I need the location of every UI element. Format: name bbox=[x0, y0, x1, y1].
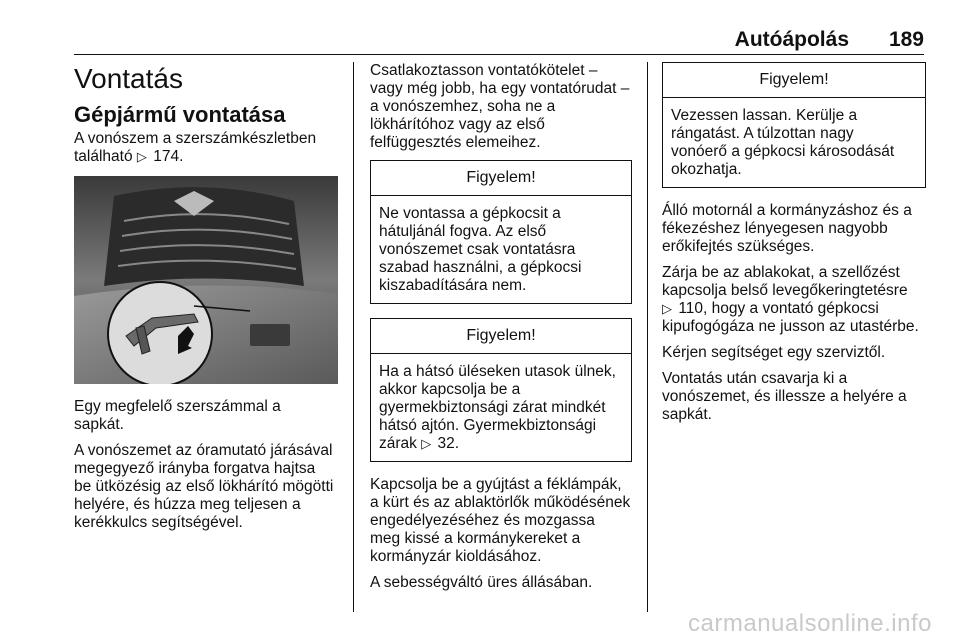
warning-body bbox=[371, 354, 631, 461]
paragraph-7-reference[interactable]: 110, hogy a vontató gépkocsi kipufogógáza ne jusson az utastérbe. bbox=[662, 300, 919, 335]
paragraph-4: Kapcsolja be a gyújtást a féklámpák, a kürt és az ablaktörlők működésének engedélyezéséhez és mozgassa meg kissé a kormánykereket a kormányzár kioldásához. bbox=[370, 476, 631, 565]
paragraph-1: Egy megfelelő szerszámmal a sapkát. bbox=[74, 398, 281, 433]
column-divider-2 bbox=[647, 62, 648, 612]
page-reference-arrow-icon: ▷ bbox=[136, 149, 147, 164]
page-title: Vontatás bbox=[74, 63, 183, 94]
warning-title: Figyelem! bbox=[371, 161, 631, 196]
intro-paragraph bbox=[74, 130, 342, 166]
section-title: Autóápolás bbox=[734, 28, 849, 51]
warning-box-2 bbox=[370, 318, 632, 462]
paragraph-9: Vontatás után csavarja ki a vonószemet, és illessze a helyére a sapkát. bbox=[662, 370, 907, 423]
watermark: carmanualsonline.info bbox=[688, 610, 932, 637]
paragraph-2: A vonószemet az óramutató járásával megegyező irányba forgatva hajtsa be ütközésig az első lökhárító mögötti helyére, és húzza meg teljesen a kerékkulcs segítségével. bbox=[74, 442, 334, 531]
section-heading: Gépjármű vontatása bbox=[74, 102, 286, 127]
column-1 bbox=[74, 62, 342, 540]
column-divider-1 bbox=[353, 62, 354, 612]
paragraph-7-text: Zárja be az ablakokat, a szellőzést kapcsolja belső levegőkeringtetésre bbox=[662, 264, 908, 299]
header-rule bbox=[74, 54, 924, 55]
intro-reference[interactable]: 174. bbox=[153, 148, 184, 165]
column-3 bbox=[662, 62, 926, 432]
paragraph-8: Kérjen segítséget egy szerviztől. bbox=[662, 344, 886, 361]
warning-box-3 bbox=[662, 62, 926, 188]
paragraph-6: Álló motornál a kormányzáshoz és a fékezéshez lényegesen nagyobb erőkifejtés szükséges. bbox=[662, 202, 912, 255]
warning-title: Figyelem! bbox=[371, 319, 631, 354]
intro-text: A vonószem a szerszámkészletben található bbox=[74, 130, 317, 165]
warning-title: Figyelem! bbox=[663, 63, 925, 98]
page-header bbox=[74, 28, 924, 52]
page-number: 189 bbox=[888, 28, 924, 51]
warning-body: Vezessen lassan. Kerülje a rángatást. A túlzottan nagy vonóerő a gépkocsi károsodását okozhatja. bbox=[671, 107, 895, 178]
page-reference-arrow-icon: ▷ bbox=[421, 436, 432, 451]
page-reference-arrow-icon: ▷ bbox=[662, 301, 672, 316]
paragraph-7 bbox=[662, 264, 926, 336]
warning-text: Ha a hátsó üléseken utasok ülnek, akkor kapcsolja be a gyermekbiztonsági zárat mindkét hátsó ajtón. Gyermekbiztonsági zárak bbox=[379, 363, 616, 452]
warning-reference[interactable]: 32. bbox=[437, 435, 460, 452]
warning-box-1 bbox=[370, 160, 632, 304]
tow-eye-photo bbox=[74, 176, 338, 384]
paragraph-5: A sebességváltó üres állásában. bbox=[370, 574, 593, 591]
paragraph-3: Csatlakoztasson vontatókötelet – vagy még jobb, ha egy vontatórudat – a vonószemhez, soha ne a lökhárítóhoz vagy az első felfüggesztés elemeihez. bbox=[370, 62, 630, 151]
column-2 bbox=[370, 62, 632, 600]
warning-body: Ne vontassa a gépkocsit a hátuljánál fogva. Az első vonószemet csak vontatásra szabad használni, a gépkocsi kiszabadítására nem. bbox=[379, 205, 582, 294]
